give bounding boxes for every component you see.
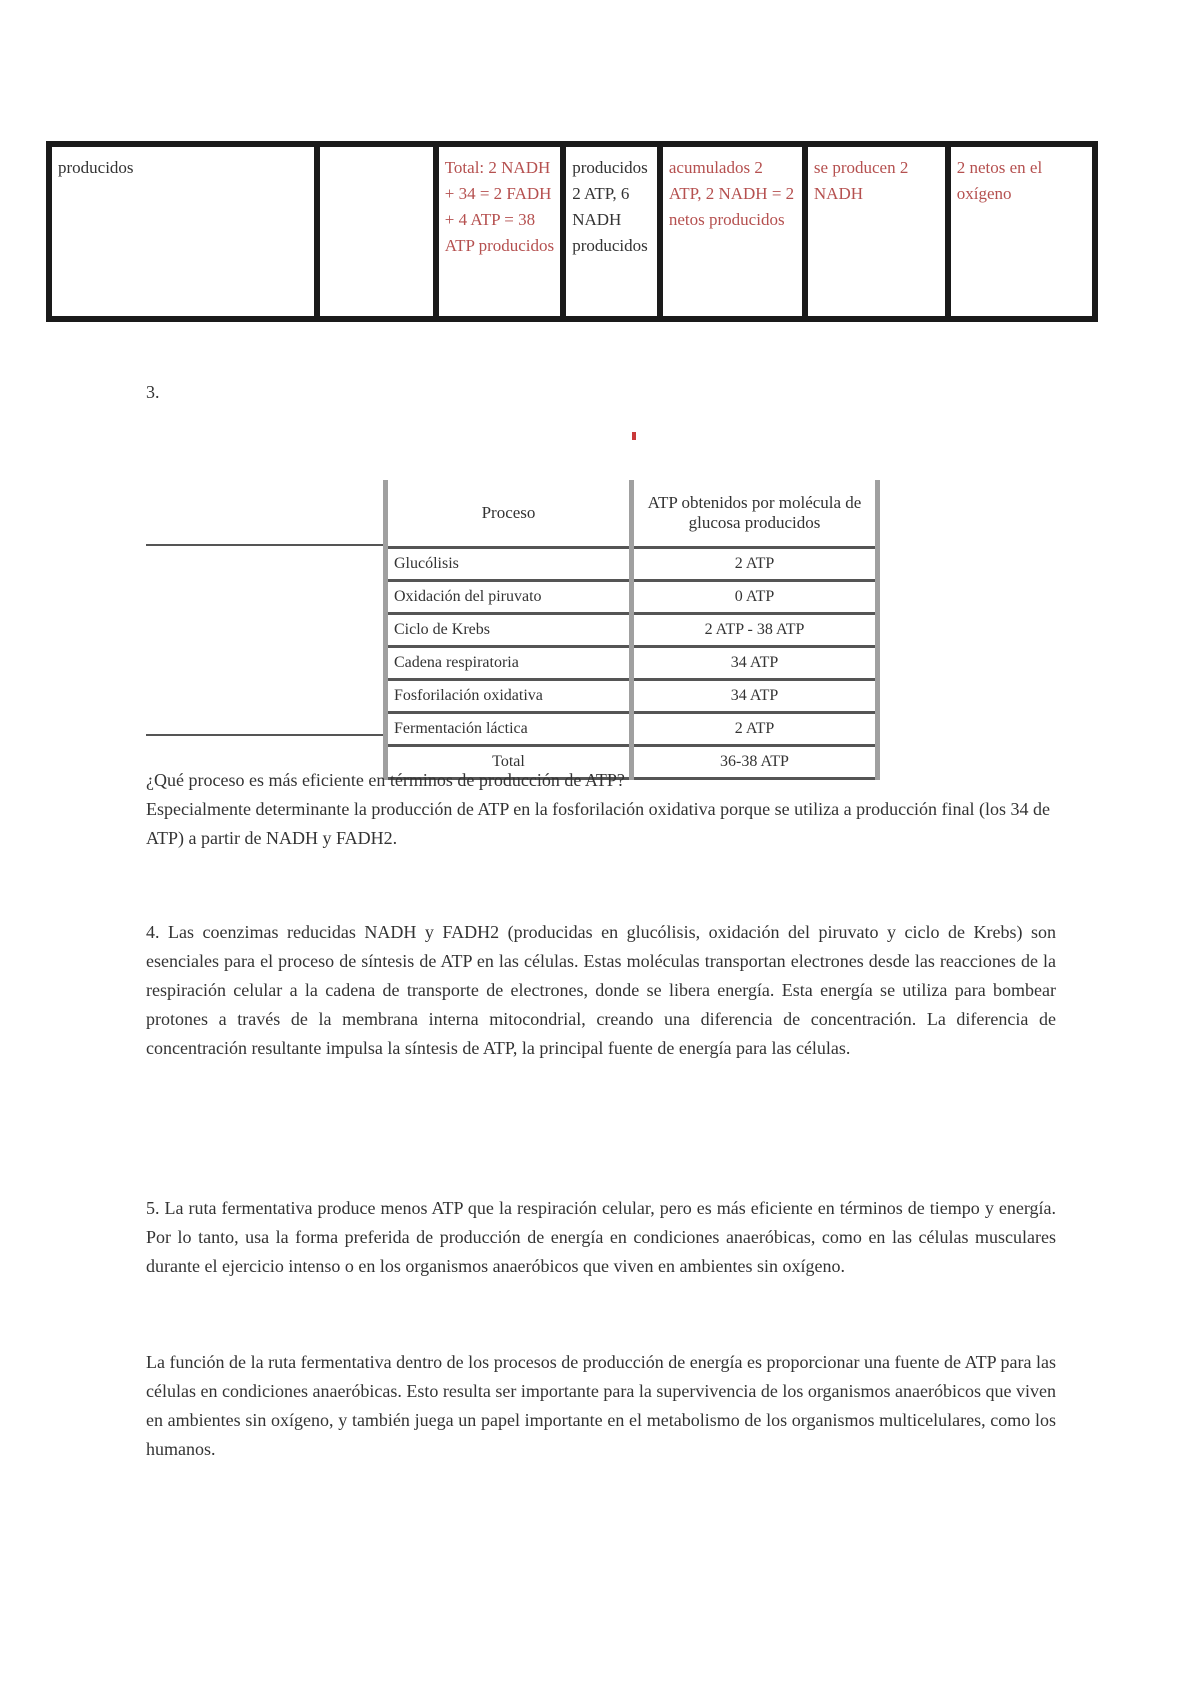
paragraph: La función de la ruta fermentativa dentro de los procesos de producción de energía es proporcionar una fuente de ATP para las células en condiciones anaeróbicas. Esto resulta ser importante para la supervivencia de los organismos anaeróbicos que viven en ambientes sin oxígeno, y también juega un papel importante en el metabolismo de los organismos multicelulares, como los humanos. xyxy=(146,1352,1056,1459)
table-cell: Total: 2 NADH + 34 = 2 FADH + 4 ATP = 38 ATP producidos xyxy=(436,144,563,319)
divider-line xyxy=(146,734,386,736)
atp-yield-table xyxy=(383,480,880,780)
column-header: Proceso xyxy=(386,480,632,548)
process-cell: Fermentación láctica xyxy=(386,713,632,746)
paragraph: 5. La ruta fermentativa produce menos ATP que la respiración celular, pero es más eficiente en términos de tiempo y energía. Por lo tanto, usa la forma preferida de producción de energía en condiciones anaeróbicas, como en las células musculares durante el ejercicio intenso o en los organismos anaeróbicos que viven en ambientes sin oxígeno. xyxy=(146,1198,1056,1276)
process-cell: Ciclo de Krebs xyxy=(386,614,632,647)
comment-marker xyxy=(632,432,636,440)
process-cell: Cadena respiratoria xyxy=(386,647,632,680)
process-cell: Glucólisis xyxy=(386,548,632,581)
total-label: Total xyxy=(386,746,632,779)
column-header: ATP obtenidos por molécula de glucosa producidos xyxy=(632,480,878,548)
atp-cell: 34 ATP xyxy=(632,647,878,680)
table-row xyxy=(49,144,1095,319)
total-value: 36-38 ATP xyxy=(632,746,878,779)
table-cell: producidos 2 ATP, 6 NADH producidos xyxy=(563,144,660,319)
table-cell: producidos xyxy=(49,144,317,319)
atp-cell: 2 ATP xyxy=(632,713,878,746)
table-row xyxy=(386,548,878,581)
atp-cell: 0 ATP xyxy=(632,581,878,614)
table-header-row xyxy=(386,480,878,548)
table-row xyxy=(386,581,878,614)
table-cell: se producen 2 NADH xyxy=(805,144,948,319)
table-cell: 2 netos en el oxígeno xyxy=(948,144,1095,319)
table-cell: acumulados 2 ATP, 2 NADH = 2 netos producidos xyxy=(660,144,805,319)
section-number: 3. xyxy=(146,382,160,402)
answer-text: Especialmente determinante la producción de ATP en la fosforilación oxidativa porque se utiliza a producción final (los 34 de ATP) a partir de NADH y FADH2. xyxy=(146,799,1051,848)
atp-cell: 2 ATP xyxy=(632,548,878,581)
process-comparison-table xyxy=(46,141,1098,322)
table-row xyxy=(386,680,878,713)
question-text: ¿Qué proceso es más eficiente en términos de producción de ATP? xyxy=(146,770,625,790)
process-cell: Oxidación del piruvato xyxy=(386,581,632,614)
atp-cell: 2 ATP - 38 ATP xyxy=(632,614,878,647)
process-cell: Fosforilación oxidativa xyxy=(386,680,632,713)
table-row xyxy=(386,614,878,647)
table-cell xyxy=(317,144,436,319)
table-row xyxy=(386,647,878,680)
question-answer xyxy=(146,766,1056,853)
atp-cell: 34 ATP xyxy=(632,680,878,713)
table-row xyxy=(386,713,878,746)
divider-line xyxy=(146,544,386,546)
paragraph: 4. Las coenzimas reducidas NADH y FADH2 (producidas en glucólisis, oxidación del piruvato y ciclo de Krebs) son esenciales para el proceso de síntesis de ATP en las células. Estas moléculas transportan electrones desde las reacciones de la respiración celular a la cadena de transporte de electrones, donde se libera energía. Esta energía se utiliza para bombear protones a través de la membrana interna mitocondrial, creando una diferencia de concentración. La diferencia de concentración resultante impulsa la síntesis de ATP, la principal fuente de energía para las células. xyxy=(146,922,1056,1058)
